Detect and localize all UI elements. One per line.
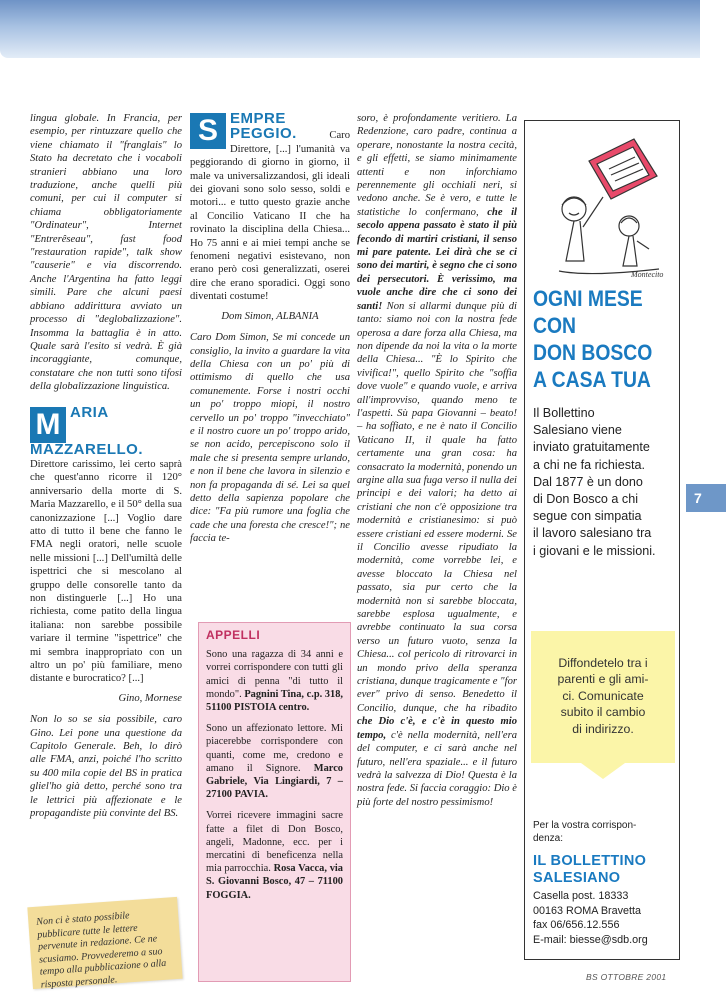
ad-body-line: di Don Bosco a chi (533, 492, 639, 507)
appello-2-text: Sono un affezionato lettore. Mi piacerebbe corrispondere con quanti, come me, credono e amano il Signore. (206, 723, 343, 774)
address-line: 00163 ROMA Bravetta (533, 904, 642, 917)
reply-part-1: soro, è profondamente veritiero. La Redenzione, caro padre, continua a operare, nonostante la nostra cecità, e gli effetti, se siamo minimamente attenti e non inforchiamo perennemente gli occhiali neri, si vedono anche. Se è vero, e tutte le statistiche lo confermano, (357, 113, 517, 218)
reply-part-3: c'è nella modernità, nell'era del computer, e ci sarà anche nel futuro, nell'era spaziale... e il futuro vedrà la salvezza di Dio! Questa è la nostra fede. Si faccia coraggio: Dio è più forte del nostro pessimismo! (357, 729, 517, 808)
appello-2 (206, 722, 343, 801)
appelli-box (198, 622, 351, 982)
appello-1 (206, 648, 343, 714)
reply-continued (357, 112, 517, 809)
contact-name (533, 853, 679, 887)
mazzarello-body: Direttore carissimo, lei certo saprà che quest'anno ricorre il 120° anniversario della morte di S. Maria Mazzarello, e il 50° della sua canonizzazione [...] Voglio dare atto di tutto il bene che fanno le FMA negli oratori, nelle scuole nelle missioni [...] Dell'umiltà delle ispettrici che si mescolano al gruppo delle consorelle tanto da non distinguerle [...] Ho una richiesta, come patito della lingua italiana: non sarebbe possibile variare il termine "ispettrice" che mi sembra inappropriato con un altro un po' più familiare, meno distante e burocratico? [...] (30, 458, 182, 685)
page-number-tab: 7 (686, 484, 726, 512)
appello-3-address: Rosa Vacca, via S. Giovanni Bosco, 47 – 71100 FOGGIA. (206, 863, 343, 901)
sempre-peggio-heading: EMPRE PEGGIO. (230, 110, 297, 143)
ad-callout (531, 631, 675, 763)
address-line: Casella post. 18333 (533, 890, 629, 902)
sempre-peggio-letter (190, 112, 350, 304)
sempre-peggio-body: Caro Direttore, [...] l'umanità va peggiorando di giorno in giorno, il male va universalizzandosi, gli ideali dei giovani sono solo sesso, soldi e motori... e tutto questo grazie anche al Concilio Vaticano II che ha rovinato la disciplina della Chiesa... Ho 75 anni e ai miei tempi anche se fenomeni negativi esistevano, non erano però così generalizzati, oserei dire che erano sporadici. Oggi sono diventati costume! (190, 130, 350, 303)
mazzarello-signature: Gino, Mornese (118, 692, 182, 704)
email-line[interactable]: E-mail: biesse@sdb.org (533, 933, 648, 946)
ad-callout-line: parenti e gli ami- (557, 672, 649, 687)
ad-body-line: il lavoro salesiano tra (533, 526, 652, 541)
ad-callout-line: ci. Comunicate (562, 688, 644, 703)
ad-headline-line-1: OGNI MESE (533, 286, 643, 311)
ad-body-line: Il Bollettino (533, 406, 595, 420)
contact-intro: Per la vostra corrispon- (533, 820, 637, 831)
simon-signature: Dom Simon, ALBANIA (221, 310, 319, 322)
top-banner (0, 0, 700, 58)
ad-callout-line: subito il cambio (560, 705, 646, 720)
ad-headline-line-2: CON (533, 313, 576, 338)
appello-1-address: Pagnini Tina, c.p. 318, 51100 PISTOIA centro. (206, 688, 343, 714)
drop-cap-s: S (190, 113, 226, 149)
mazzarello-letter (30, 403, 182, 686)
column-3 (357, 112, 517, 809)
appelli-title: APPELLI (206, 628, 261, 642)
children-illustration (539, 131, 669, 281)
bollettino-ad (524, 120, 680, 960)
appello-1-text: Sono una ragazza di 34 anni e vorrei corrispondere con tutti gli amici di penna "di tutto il mondo". (206, 649, 343, 700)
reply-bold-2: che Dio c'è, e c'è in questo mio tempo, (357, 716, 517, 741)
mazzarello-reply: Non lo so se sia possibile, caro Gino. Lei pone una questione da Capitolo Generale. Beh, lo dirò alle FMA, anzi, poiché l'ho scritto su 400 mila copie del BS in pratica gliel'ho già detto, perché sono tra le lettrici più affezionate e le propagandiste più convinte del BS. (30, 714, 182, 820)
ad-body-line: a chi ne fa richiesta. (533, 457, 646, 472)
callout-pointer (581, 763, 625, 779)
ad-contact (533, 819, 679, 947)
contact-name-line: IL BOLLETTINO (533, 853, 647, 869)
ad-body (533, 405, 677, 560)
ad-callout-line: di indirizzo. (572, 721, 634, 736)
globalization-text: lingua globale. In Francia, per esempio, per rintuzzare quello che viene chiamato il "franglais" lo Stato ha decretato che i vocaboli stranieri abbiano una loro traduzione, anche quelli più comuni, per cui il computer si chiama obbligatoriamente "Ordinateur", Internet "Entrerêseau", fast food "restauration rapide", talk show "causerie" e via discorrendo. Anche l'Argentina ha fatto leggi simili. Pare che alcuni paesi abbiano addirittura avviato un processo di "deglobalizzazione". Insomma la battaglia è in atto. Quale sarà l'esito si vedrà. È già incoraggiante, comunque, constatare che non tutti sono tifosi della globalizzazione linguistica. (30, 113, 182, 393)
reply-part-2: Non si allarmi dunque più di tanto: siamo noi con la nostra fede operosa a dare forza alla Chiesa, ma non dipende da noi la vita o la morte della Chiesa... "È lo Spirito che vivifica!", quello Spirito che "soffia dove vuole" e quando vuole, e arriva all'improvviso, quando meno te l'aspetti. Sù papa Giovanni – beato! – ha soffiato, e ne è nato il Concilio Vaticano II, il quale ha fatto certamente una gran cosa: ha consacrato la modernità, ponendo un argine alla sua fuga verso il nulla dei principi e dei valori; ha detto ai cristiani che non c'è opposizione tra modernità e cristianesimo: si può essere cristiani ed essere moderni. Se il Concilio avesse ripudiato la modernità, come vorrebbe lei, e avesse bloccato la Chiesa nel passato, sia pur certo che la modernità non si sarebbe bloccata, sarebbe esplosa ugualmente, e avrebbe continuato la sua corsa verso un futuro vuoto, senza la Chiesa... col pericolo di ritrovarci in un mondo privo della speranza cristiana, dunque tragicamente e "for ever" privo di senso. Benedetto il Concilio, dunque, che ha ribadito (357, 300, 517, 714)
ad-body-line: inviato gratuitamente (533, 440, 650, 455)
contact-intro: denza: (533, 833, 564, 844)
ad-body-line: i giovani e le missioni. (533, 543, 656, 558)
ad-headline (533, 285, 659, 393)
column-2 (190, 112, 350, 546)
contact-name-line: SALESIANO (533, 870, 621, 886)
contact-address (533, 889, 679, 947)
appello-3 (206, 809, 343, 901)
column-1 (30, 112, 182, 821)
appello-2-address: Marco Gabriele, Via Lingiardi, 7 – 27100 PAVIA. (206, 762, 343, 801)
fax-line: fax 06/656.12.556 (533, 919, 620, 932)
ad-body-line: Salesiano viene (533, 423, 622, 438)
drop-cap-m: M (30, 407, 66, 443)
editorial-note: Non ci è stato possibile pubblicare tutte le lettere pervenute in redazione. Ce ne scusiamo. Provvederemo a suo tempo alla pubblicazione o alla risposta personale. (27, 897, 182, 989)
ad-callout-line: Diffondetelo tra i (558, 656, 648, 670)
ad-body-line: segue con simpatia (533, 509, 642, 524)
footer-issue: BS OTTOBRE 2001 (586, 972, 667, 982)
ad-body-line: Dal 1877 è un dono (533, 474, 643, 489)
reply-bold-1: che il secolo appena passato è stato il più fecondo di martiri cristiani, il senso mi pare patente. Lei dirà che se ci sono dei martiri, è segno che ci sono dei persecutori. È verissimo, ma vuole anche dire che ci sono dei santi! (357, 206, 517, 312)
mazzarello-heading: ARIA MAZZARELLO. (30, 403, 143, 458)
ad-headline-line-4: A CASA TUA (533, 367, 651, 392)
appello-3-text: Vorrei ricevere immagini sacre fatte a filet di Don Bosco, angeli, Madonne, ecc. per i mercatini di beneficenza nella mia parrocchia. (206, 810, 343, 875)
simon-reply: Caro Dom Simon, Se mi concede un consiglio, la invito a guardare la vita della Chiesa con un po' più di ottimismo di quello che usa comunemente. Forse i nostri occhi un po' troppo miopi, il nostro cervello un po' troppo "invecchiato" e il nostro cuore un po' troppo arido, se non acido, percepiscono solo il male che si presenta sempre urlando, e non il bene che lavora in silenzio e non fa propaganda di sé. Lei sa quel detto della sapienza popolare che dice: "Fa più rumore una foglia che cade che una foresta che cresce!"; ne faccia te- (190, 332, 350, 545)
ad-headline-line-3: DON BOSCO (533, 340, 653, 365)
illustrator-signature: Montecito (631, 270, 664, 279)
